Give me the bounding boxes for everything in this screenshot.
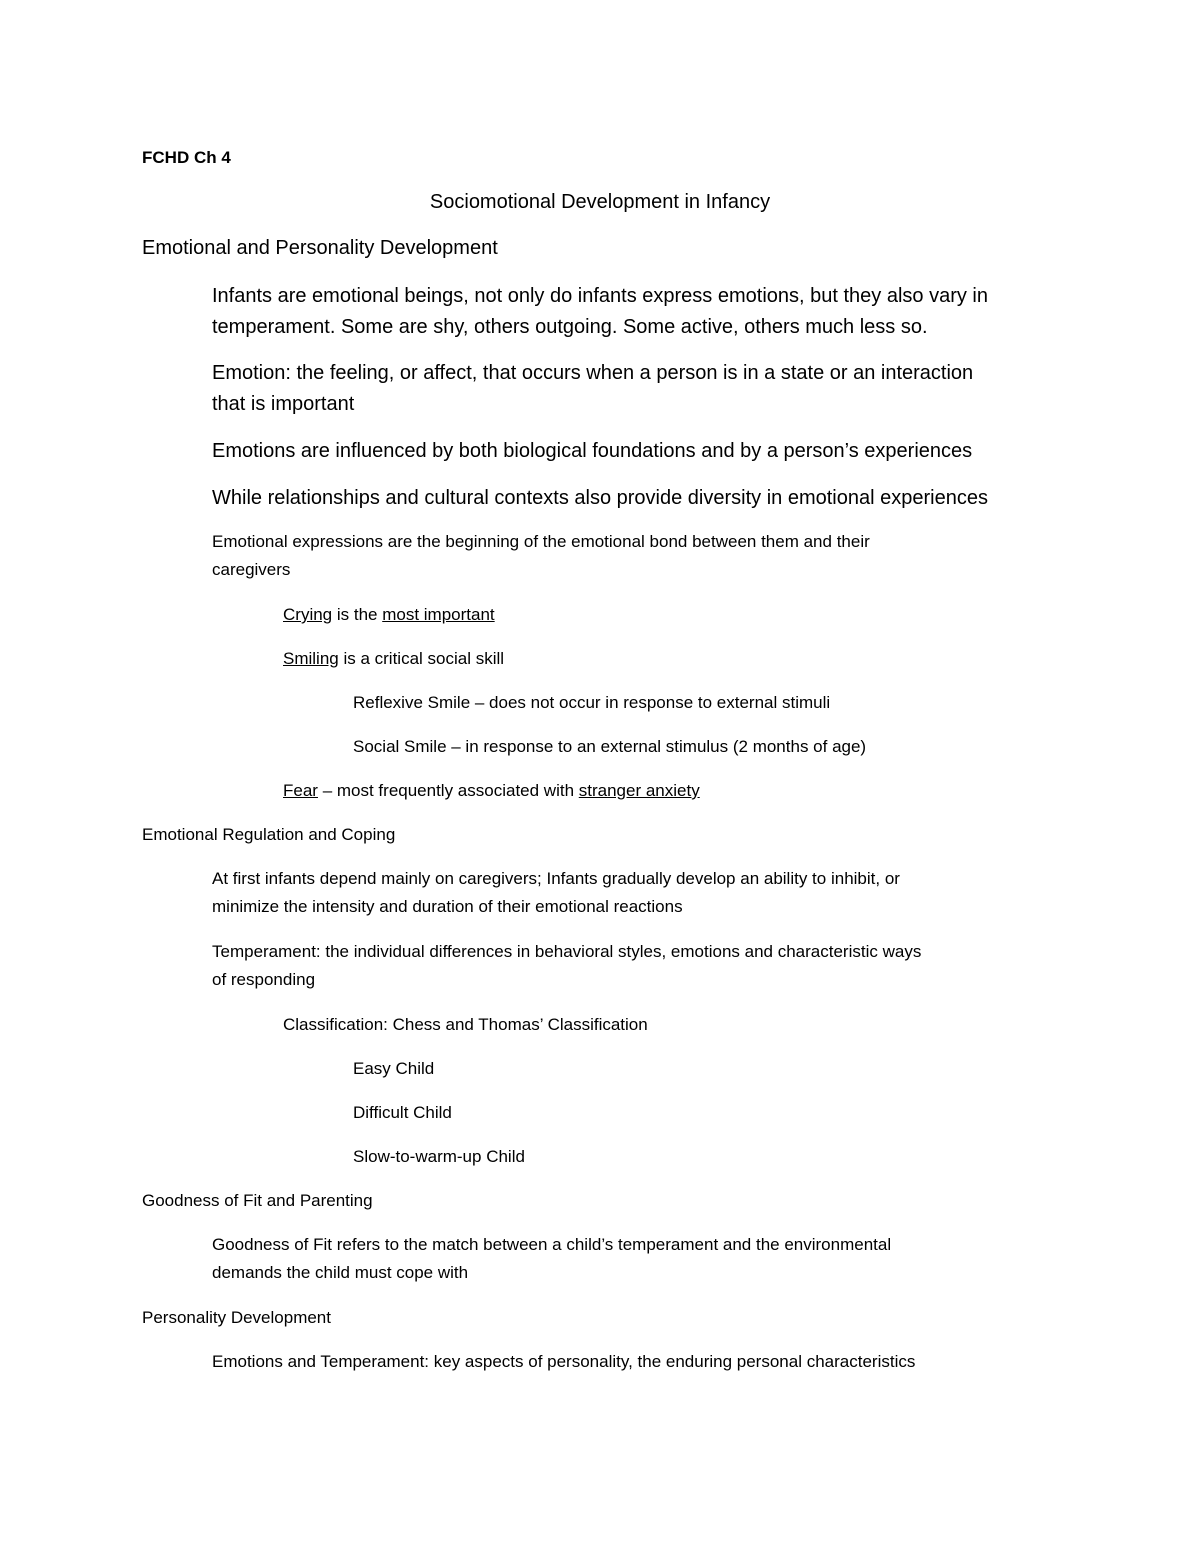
section-heading-emotional-regulation: Emotional Regulation and Coping xyxy=(142,825,396,844)
item-difficult-child: Difficult Child xyxy=(353,1103,452,1122)
item-slow-to-warm-up-child: Slow-to-warm-up Child xyxy=(353,1147,525,1166)
crying-emphasis: most important xyxy=(382,605,495,624)
paragraph-goodness-of-fit-line2: demands the child must cope with xyxy=(212,1263,469,1282)
paragraph-temperament-line2: of responding xyxy=(212,970,316,989)
item-crying xyxy=(283,606,495,623)
paragraph-at-first-line1: At first infants depend mainly on caregivers; Infants gradually develop an ability to inhibit, or xyxy=(212,869,900,888)
paragraph-infants-emotional-line2: temperament. Some are shy, others outgoing. Some active, others much less so. xyxy=(212,316,928,338)
paragraph-emotion-definition-line1: Emotion: the feeling, or affect, that occurs when a person is in a state or an interaction xyxy=(212,362,974,384)
paragraph-temperament-line1: Temperament: the individual differences in behavioral styles, emotions and characteristic ways xyxy=(212,942,922,961)
paragraph-emotional-expressions-line2: caregivers xyxy=(212,560,291,579)
document-title: Sociomotional Development in Infancy xyxy=(429,191,771,213)
item-reflexive-smile: Reflexive Smile – does not occur in response to external stimuli xyxy=(353,693,831,712)
item-social-smile: Social Smile – in response to an external stimulus (2 months of age) xyxy=(353,737,867,756)
item-classification: Classification: Chess and Thomas’ Classification xyxy=(283,1015,648,1034)
crying-middle: is the xyxy=(332,605,383,624)
paragraph-goodness-of-fit-line1: Goodness of Fit refers to the match between a child’s temperament and the environmental xyxy=(212,1235,892,1254)
paragraph-emotions-influenced: Emotions are influenced by both biological foundations and by a person’s experiences xyxy=(212,440,973,462)
item-easy-child: Easy Child xyxy=(353,1059,435,1078)
section-heading-emotional-personality: Emotional and Personality Development xyxy=(142,237,498,259)
paragraph-at-first-line2: minimize the intensity and duration of their emotional reactions xyxy=(212,897,683,916)
item-smiling xyxy=(283,650,504,667)
paragraph-emotion-definition-line2: that is important xyxy=(212,393,355,415)
section-heading-goodness-of-fit: Goodness of Fit and Parenting xyxy=(142,1191,373,1210)
course-label: FCHD Ch 4 xyxy=(142,148,231,167)
item-fear xyxy=(283,782,700,799)
crying-term: Crying xyxy=(283,605,333,624)
fear-emphasis: stranger anxiety xyxy=(578,781,700,800)
paragraph-infants-emotional-line1: Infants are emotional beings, not only do infants express emotions, but they also vary in xyxy=(212,285,988,307)
section-heading-personality-development: Personality Development xyxy=(142,1308,331,1327)
paragraph-emotional-expressions-line1: Emotional expressions are the beginning of the emotional bond between them and their xyxy=(212,532,870,551)
paragraph-relationships-cultural: While relationships and cultural contexts also provide diversity in emotional experiences xyxy=(212,487,988,509)
smiling-term: Smiling xyxy=(283,649,339,668)
paragraph-emotions-temperament: Emotions and Temperament: key aspects of personality, the enduring personal characteristics xyxy=(212,1352,916,1371)
smiling-rest: is a critical social skill xyxy=(338,649,505,668)
fear-term: Fear xyxy=(283,781,318,800)
fear-middle: – most frequently associated with xyxy=(317,781,579,800)
